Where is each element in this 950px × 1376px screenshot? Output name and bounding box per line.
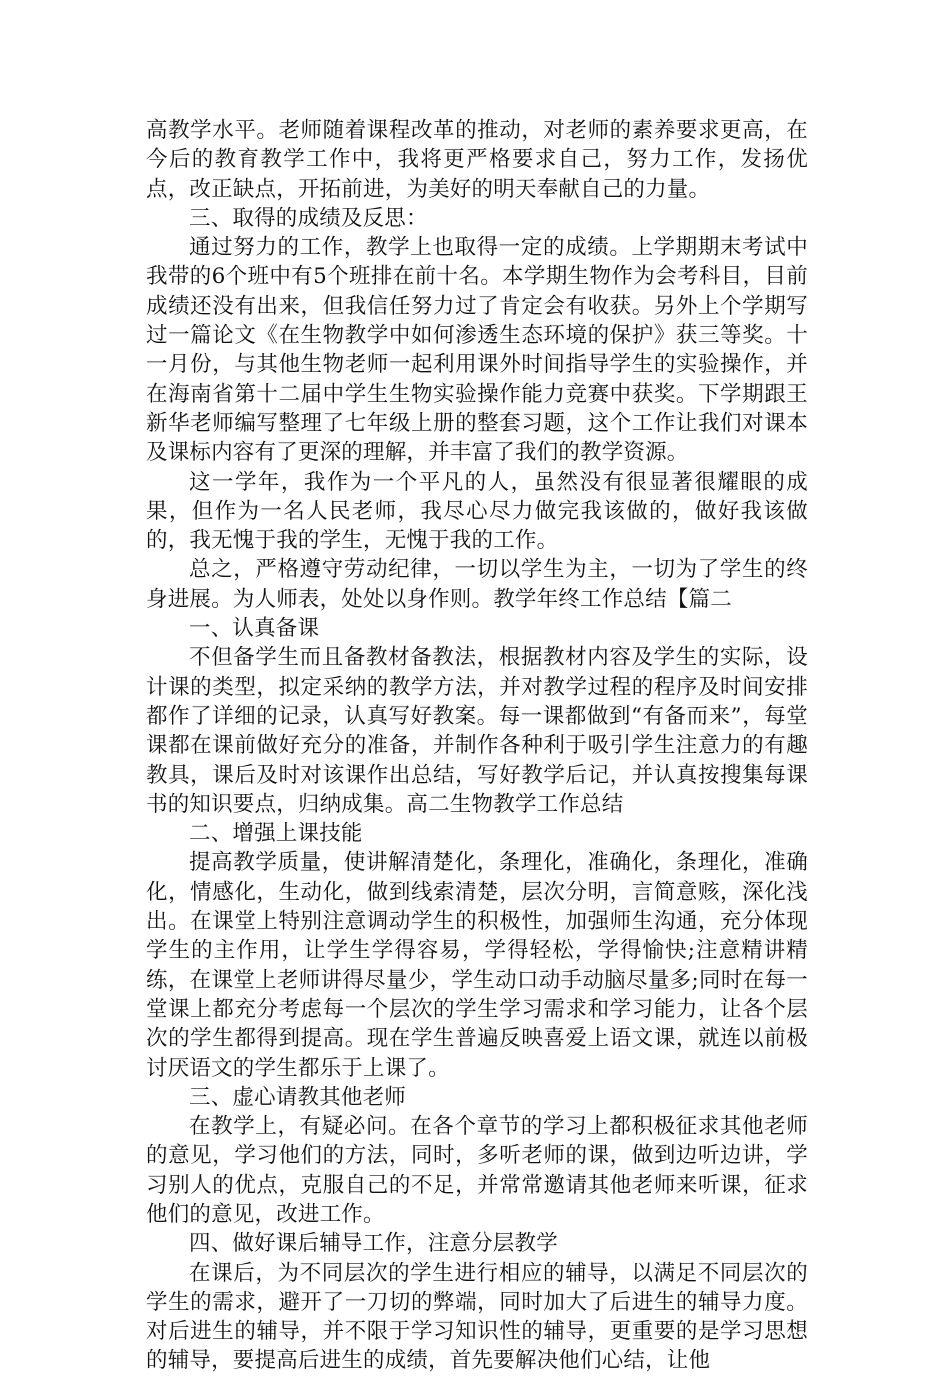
paragraph-achievements: 通过努力的工作，教学上也取得一定的成绩。上学期期末考试中我带的6个班中有5个班排在前十名。本学期生物作为会考科目，目前成绩还没有出来，但我信任努力过了肯定会有收获。另外上个学期写过一篇论文《在生物教学中如何渗透生态环境的保护》获三等奖。十一月份，与其他生物老师一起利用课外时间指导学生的实验操作，并在海南省第十二届中学生生物实验操作能力竞赛中获奖。下学期跟王新华老师编写整理了七年级上册的整套习题，这个工作让我们对课本及课标内容有了更深的理解，并丰富了我们的教学资源。 <box>146 235 808 466</box>
paragraph-reflection: 这一学年，我作为一个平凡的人，虽然没有很显著很耀眼的成果，但作为一名人民老师，我尽心尽力做完我该做的，做好我该做的，我无愧于我的学生，无愧于我的工作。 <box>146 469 808 554</box>
heading-after-class-tutoring: 四、做好课后辅导工作，注意分层教学 <box>189 1231 558 1257</box>
paragraph-after-class-tutoring: 在课后，为不同层次的学生进行相应的辅导，以满足不同层次的学生的需求，避开了一刀切的弊端，同时加大了后进生的辅导力度。对后进生的辅导，并不限于学习知识性的辅导，更重要的是学习思想的辅导，要提高后进生的成绩，首先要解决他们心结，让他 <box>146 1260 808 1374</box>
heading-teaching-skills: 二、增强上课技能 <box>189 821 363 847</box>
paragraph-conclusion: 总之，严格遵守劳动纪律，一切以学生为主，一切为了学生的终身进展。为人师表，处处以身作则。教学年终工作总结【篇二 <box>146 557 808 612</box>
heading-consult-teachers: 三、虚心请教其他老师 <box>189 1084 407 1110</box>
heading-achievements: 三、取得的成绩及反思： <box>189 205 428 231</box>
paragraph-teaching-skills: 提高教学质量，使讲解清楚化，条理化，准确化，条理化，准确化，情感化，生动化，做到线索清楚，层次分明，言简意赅，深化浅出。在课堂上特别注意调动学生的积极性，加强师生沟通，充分体现学生的主作用，让学生学得容易，学得轻松，学得愉快;注意精讲精练，在课堂上老师讲得尽量少，学生动口动手动脑尽量多;同时在每一堂课上都充分考虑每一个层次的学生学习需求和学习能力，让各个层次的学生都得到提高。现在学生普遍反映喜爱上语文课，就连以前极讨厌语文的学生都乐于上课了。 <box>146 850 808 1081</box>
heading-prepare-lessons: 一、认真备课 <box>189 616 320 642</box>
paragraph-consult-teachers: 在教学上，有疑必问。在各个章节的学习上都积极征求其他老师的意见，学习他们的方法，同时，多听老师的课，做到边听边讲，学习别人的优点，克服自己的不足，并常常邀请其他老师来听课，征求他们的意见，改进工作。 <box>146 1114 808 1227</box>
paragraph-prepare-lessons: 不但备学生而且备教材备教法，根据教材内容及学生的实际，设计课的类型，拟定采纳的教学方法，并对教学过程的程序及时间安排都作了详细的记录，认真写好教案。每一课都做到“有备而来”，每堂课都在课前做好充分的准备，并制作各种利于吸引学生注意力的有趣教具，课后及时对该课作出总结，写好教学后记，并认真按搜集每课书的知识要点，归纳成集。高二生物教学工作总结 <box>146 645 808 817</box>
paragraph-intro: 高教学水平。老师随着课程改革的推动，对老师的素养要求更高，在今后的教育教学工作中，我将更严格要求自己，努力工作，发扬优点，改正缺点，开拓前进，为美好的明天奉献自己的力量。 <box>146 118 808 202</box>
document-page <box>146 116 808 1376</box>
